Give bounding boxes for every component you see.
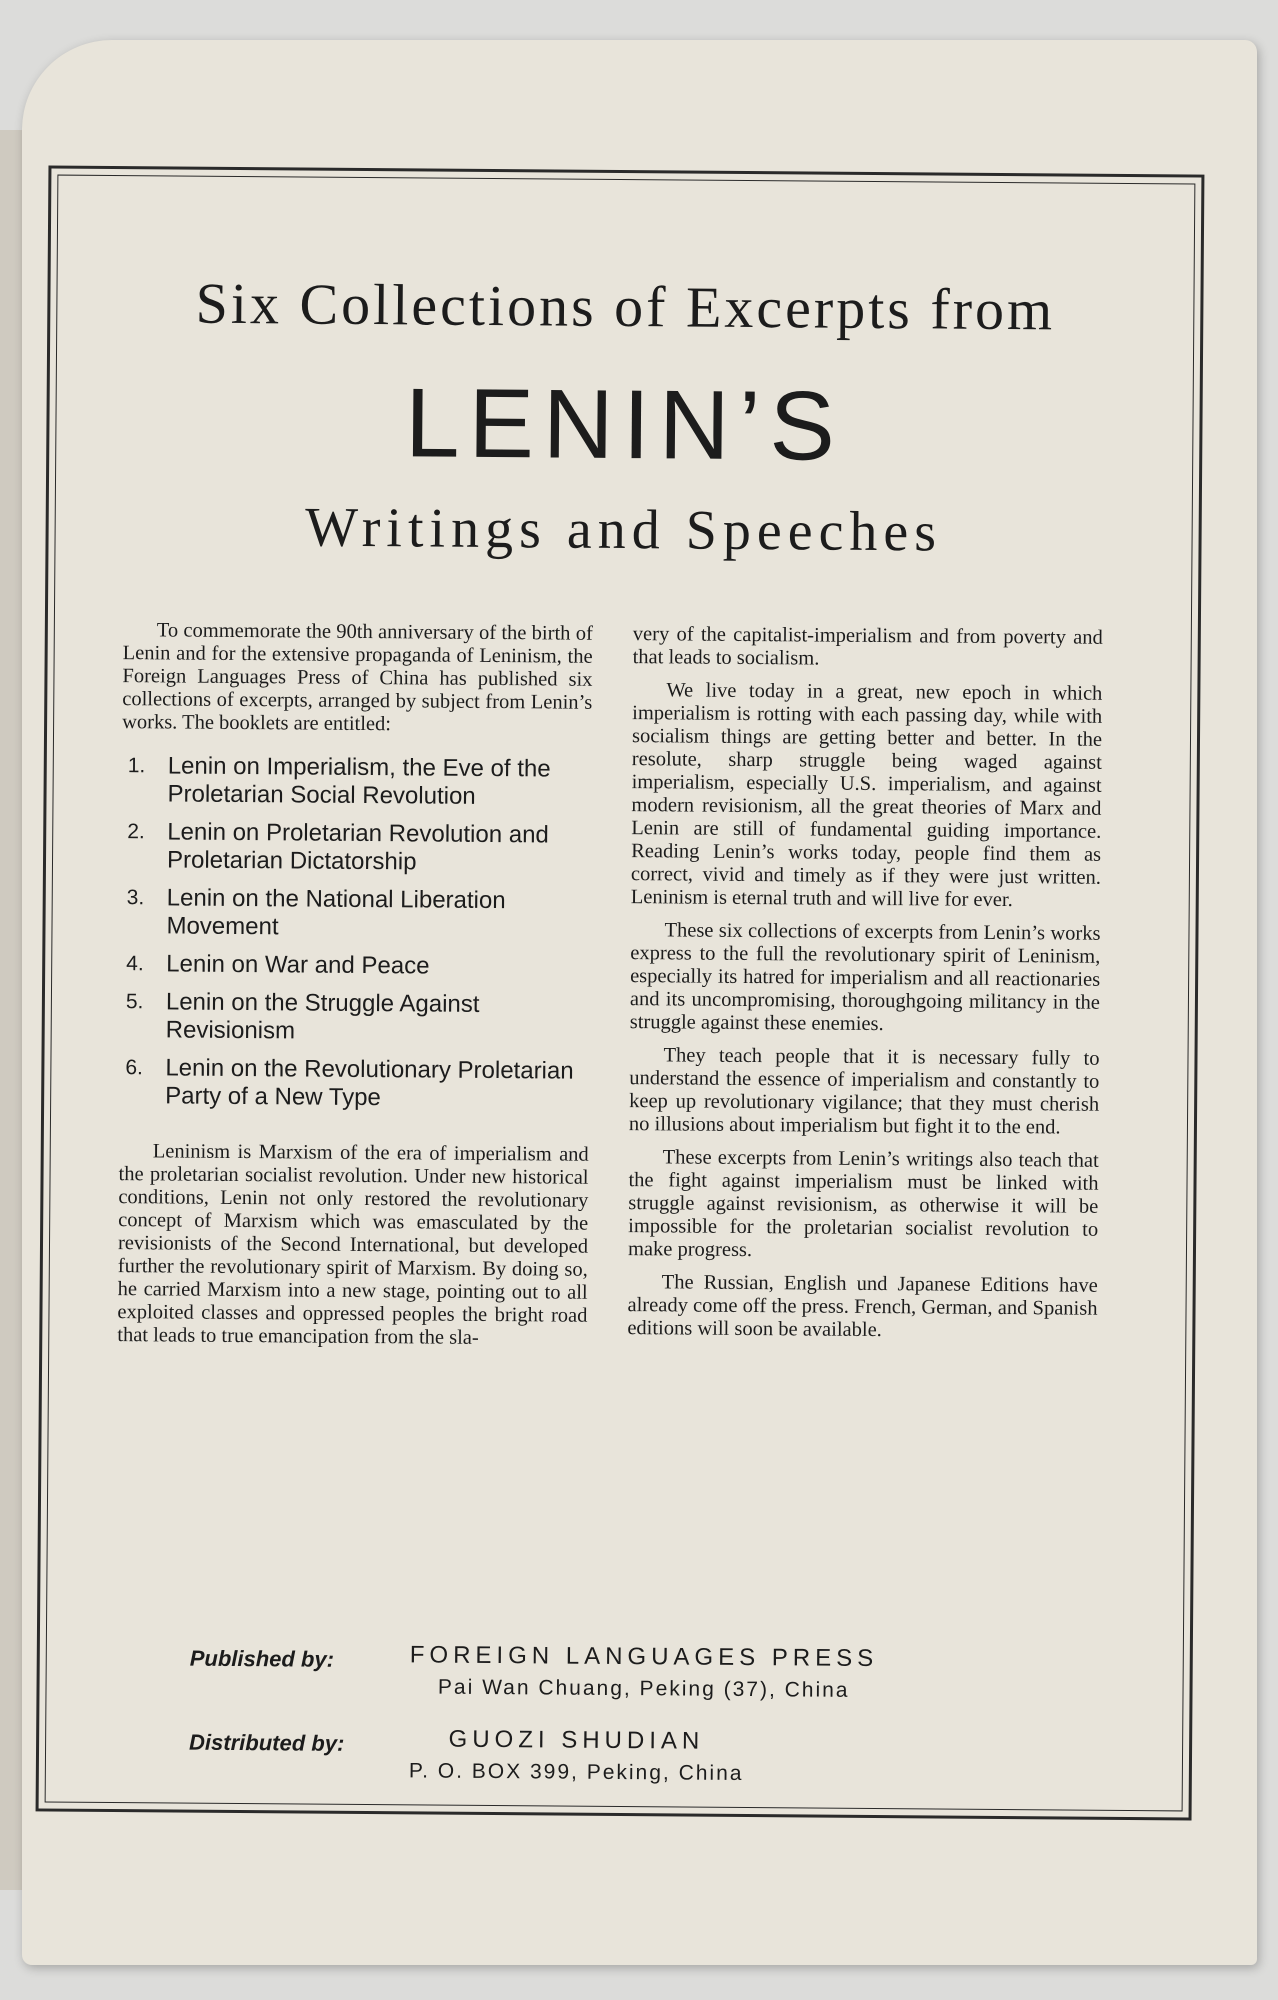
bordered-frame — [36, 165, 1205, 1820]
heading-line-1: Six Collections of Excerpts from — [195, 270, 1056, 343]
intro-paragraph: To commemorate the 90th anniversary of the birth of Lenin and for the extensive propaganda of Leninism, the Foreign Languages Press of China has published six collections of excerpts, arranged by subject from Lenin’s works. The booklets are entitled: — [122, 619, 593, 736]
right-column — [627, 623, 1103, 1354]
heading-lenins: LENIN’S — [404, 367, 845, 481]
publisher-name: FOREIGN LANGUAGES PRESS — [409, 1641, 879, 1673]
leninism-paragraph: Leninism is Marxism of the era of imperialism and the proletarian socialist revolution. Under new historical conditions, Lenin not only restored the revolutionary concept of Marxism which was emasculated by the revisionists of the Second International, but developed further the revolutionary spirit of Marxism. By doing so, he carried Marxism into a new stage, pointing out to all exploited classes and oppressed peoples the bright road that leads to true emancipation from the sla- — [117, 1140, 589, 1349]
list-item: 1. Lenin on Imperialism, the Eve of the Proletarian Social Revolution — [127, 752, 551, 810]
document-page — [22, 40, 1257, 1965]
continued-paragraph: very of the capitalist-imperialism and from poverty and that leads to socialism. — [632, 623, 1103, 670]
publisher-block — [189, 1640, 1090, 1815]
collections-paragraph: These six collections of excerpts from Lenin’s works express to the full the revolutionary spirit of Leninism, especially its hatred for imperialism and all reactionaries and its uncompromising, thoroughgoing militancy in the struggle against these enemies. — [629, 919, 1101, 1036]
distributor-name: GUOZI SHUDIAN — [448, 1725, 705, 1755]
editions-paragraph: The Russian, English und Japanese Editions have already come off the press. French, German, and Spanish editions will soon be available. — [627, 1271, 1098, 1342]
booklet-list — [119, 752, 592, 1114]
published-row — [189, 1640, 1089, 1705]
distributed-label: Distributed by: — [189, 1729, 345, 1756]
left-column — [117, 619, 593, 1361]
distributed-row — [189, 1724, 1089, 1789]
distributor-address: P. O. BOX 399, Peking, China — [408, 1759, 744, 1785]
list-item: 4. Lenin on War and Peace — [126, 950, 430, 980]
published-label: Published by: — [189, 1645, 335, 1672]
list-item: 3. Lenin on the National Liberation Movement — [126, 884, 506, 941]
list-item: 6. Lenin on the Revolutionary Proletarian Party of a New Type — [125, 1054, 574, 1112]
heading-line-3: Writings and Speeches — [304, 496, 943, 564]
revisionism-paragraph: These excerpts from Lenin’s writings also teach that the fight against imperialism must be linked with struggle against revisionism, as otherwise it will be impossible for the proletarian socialist revolution to make progress. — [627, 1146, 1099, 1262]
list-item: 2. Lenin on Proletarian Revolution and Proletarian Dictatorship — [127, 818, 549, 876]
teach-paragraph: They teach people that it is necessary fully to understand the essence of imperialism and constantly to keep up revolutionary vigilance; that they must cherish no illusions about imperialism but fight it to the end. — [628, 1044, 1100, 1139]
publisher-address: Pai Wan Chuang, Peking (37), China — [437, 1675, 850, 1702]
list-item: 5. Lenin on the Struggle Against Revisionism — [125, 988, 480, 1045]
epoch-paragraph: We live today in a great, new epoch in which imperialism is rotting with each passing day, while with socialism things are getting better and better. In the resolute, sharp struggle being waged against imperialism, especially U.S. imperialism, and against modern revisionism, all the great theories of Marx and Lenin are still of fundamental guiding importance. Reading Lenin’s works today, people find them as correct, vivid and timely as if they were just written. Leninism is eternal truth and will live for ever. — [630, 679, 1103, 912]
